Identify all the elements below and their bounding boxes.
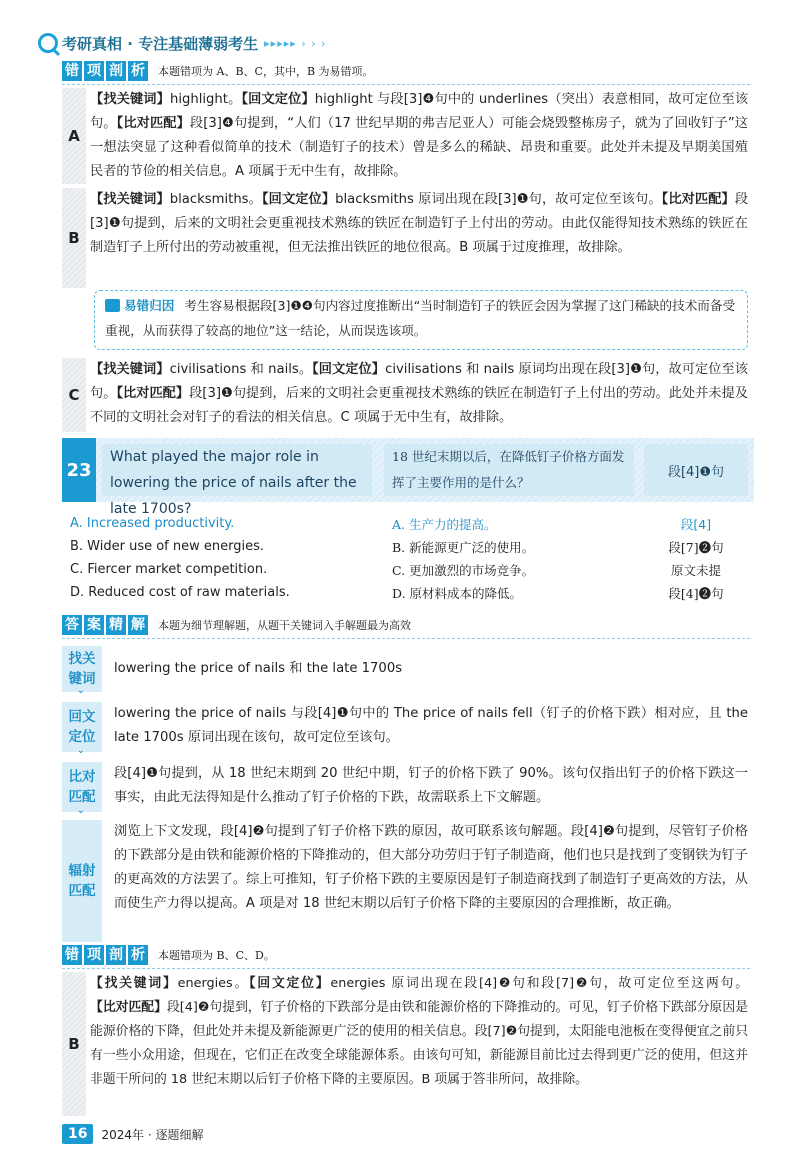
question-location: 段[4]❶句: [644, 444, 748, 496]
section-tag: 答 案 精 解: [62, 615, 150, 635]
header-title: 考研真相 · 专注基础薄弱考生: [62, 34, 259, 53]
section-tag: 错 项 剖 析: [62, 61, 150, 81]
option-row: B. Wider use of new energies. B. 新能源更广泛的使用。 段[7]❷句: [70, 539, 724, 555]
options-list: [70, 512, 740, 604]
divider: [62, 84, 750, 85]
chevron-down-icon: ⌄: [77, 746, 85, 756]
header-arrows: ▸▸▸▸▸ › › ›: [264, 36, 327, 50]
option-b-analysis-q23: B 【找关键词】energies。【回文定位】energies 原词出现在段[4]❷句和段[7]❷句，故可定位至这两句。【比对匹配】段[4]❷句提到，钉子价格的下跌部分是由铁和能源价格的下降推动的。可见，钉子价格下跌部分原因是能源价格的下降，但此处并未提及新能源更广泛的使用的相关信息。段[7]❷句提到，太阳能电池板在变得便宜之前只有一些小众用途，但现在，它们正在改变全球能源体系。由该句可知，新能源目前比过去得到更广泛的使用，但这并非题干所问的 18 世纪末期以后钉子价格下降的主要原因。B 项属于答非所问，故排除。: [62, 972, 748, 1116]
section-desc: 本题错项为 B、C、D。: [158, 949, 275, 962]
section-tag: 错 项 剖 析: [62, 945, 150, 965]
note-icon: [105, 299, 120, 312]
option-label: C: [62, 358, 86, 432]
option-a-analysis: A 【找关键词】highlight。【回文定位】highlight 与段[3]❹句中的 underlines（突出）表意相同，故可定位至该句。【比对匹配】段[3]❹句提到，“人们（17 世纪早期的弗吉尼亚人）可能会烧毁整栋房子，就为了回收钉子”这一想法突显了这种看似简单的技术（制造钉子的技术）曾是多么的稀缺、昂贵和重要。此处并未提及早期美国殖民者的节俭的相关信息。A 项属于无中生有，故排除。: [62, 88, 748, 184]
question-english: What played the major role in lowering the price of nails after the late 1700s?: [102, 444, 372, 496]
page-number: 16: [62, 1124, 93, 1144]
divider: [62, 968, 750, 969]
option-label: A: [62, 88, 86, 184]
option-row: A. Increased productivity. A. 生产力的提高。 段[4]: [70, 516, 712, 532]
section-desc: 本题错项为 A、B、C，其中，B 为易错项。: [158, 65, 374, 78]
footer-text: 2024年 · 逐题细解: [101, 1127, 204, 1142]
step-label: 比对 匹配 ⌄: [62, 762, 102, 812]
section-heading-wrong-options: [62, 60, 374, 82]
option-label: B: [62, 188, 86, 288]
option-b-analysis: B 【找关键词】blacksmiths。【回文定位】blacksmiths 原词出现在段[3]❶句，故可定位至该句。【比对匹配】段[3]❶句提到，后来的文明社会更重视技术熟练的铁匠在制造钉子上付出的劳动。由此仅能得知技术熟练的铁匠在制造钉子上所付出的劳动被重视，但无法推出铁匠的地位很高。B 项属于过度推理，故排除。: [62, 188, 748, 288]
error-cause-text: 考生容易根据段[3]❶❹句内容过度推断出“当时制造钉子的铁匠会因为掌握了这门稀缺的技术而备受重视，从而获得了较高的地位”这一结论，从而误选该项。: [105, 298, 736, 338]
option-label: B: [62, 972, 86, 1116]
step-radiate: 辐射 匹配 浏览上下文发现，段[4]❷句提到了钉子价格下跌的原因，故可联系该句解题。段[4]❷句提到，尽管钉子价格的下跌部分是由铁和能源价格的下降推动的，但大部分功劳归于钉子制造商，他们也只是找到了变钢铁为钉子的更高效的方法罢了。综上可推知，钉子价格下跌的主要原因是钉子制造商找到了制造钉子更高效的方法，从而使生产力得以提高。A 项是对 18 世纪末期以后钉子价格下降的主要原因的合理推断，故正确。: [62, 820, 748, 942]
search-logo-icon: [38, 33, 58, 53]
step-locate: 回文 定位 ⌄ lowering the price of nails 与段[4]❶句中的 The price of nails fell（钉子的价格下跌）相对应，且 the late 1700s 原词出现在该句，故可定位至该句。: [62, 702, 748, 752]
page-header: [38, 30, 326, 56]
question-chinese: 18 世纪末期以后，在降低钉子价格方面发挥了主要作用的是什么？: [384, 444, 634, 496]
option-row: C. Fiercer market competition. C. 更加激烈的市场竞争。 原文未提: [70, 562, 721, 578]
step-label: 找关 键词 ⌄: [62, 646, 102, 692]
step-keyword: 找关 键词 ⌄ lowering the price of nails 和 the late 1700s: [62, 646, 748, 692]
step-label: 辐射 匹配: [62, 820, 102, 942]
section-desc: 本题为细节理解题，从题干关键词入手解题最为高效: [158, 619, 411, 632]
chevron-down-icon: ⌄: [77, 806, 85, 816]
section-heading-answer: [62, 614, 411, 636]
question-number: 23: [62, 438, 96, 502]
page-footer: [62, 1124, 203, 1144]
option-c-analysis: C 【找关键词】civilisations 和 nails。【回文定位】civilisations 和 nails 原词均出现在段[3]❶句，故可定位至该句。【比对匹配】段[3]❶句提到，后来的文明社会更重视技术熟练的铁匠在制造钉子上付出的劳动。此处并未提及不同的文明社会对钉子的看法的相关信息。C 项属于无中生有，故排除。: [62, 358, 748, 432]
error-cause-title: 易错归因: [124, 298, 175, 313]
question-bar: [62, 438, 754, 517]
step-label: 回文 定位 ⌄: [62, 702, 102, 752]
section-heading-wrong-options-2: [62, 944, 275, 966]
divider: [62, 638, 750, 639]
chevron-down-icon: ⌄: [77, 686, 85, 696]
error-cause-box: [94, 290, 748, 350]
option-row: D. Reduced cost of raw materials. D. 原材料成本的降低。 段[4]❷句: [70, 585, 724, 601]
step-compare: 比对 匹配 ⌄ 段[4]❶句提到，从 18 世纪末期到 20 世纪中期，钉子的价格下跌了 90%。该句仅指出钉子的价格下跌这一事实，由此无法得知是什么推动了钉子价格的下跌，故需联系上下文解题。: [62, 762, 748, 812]
